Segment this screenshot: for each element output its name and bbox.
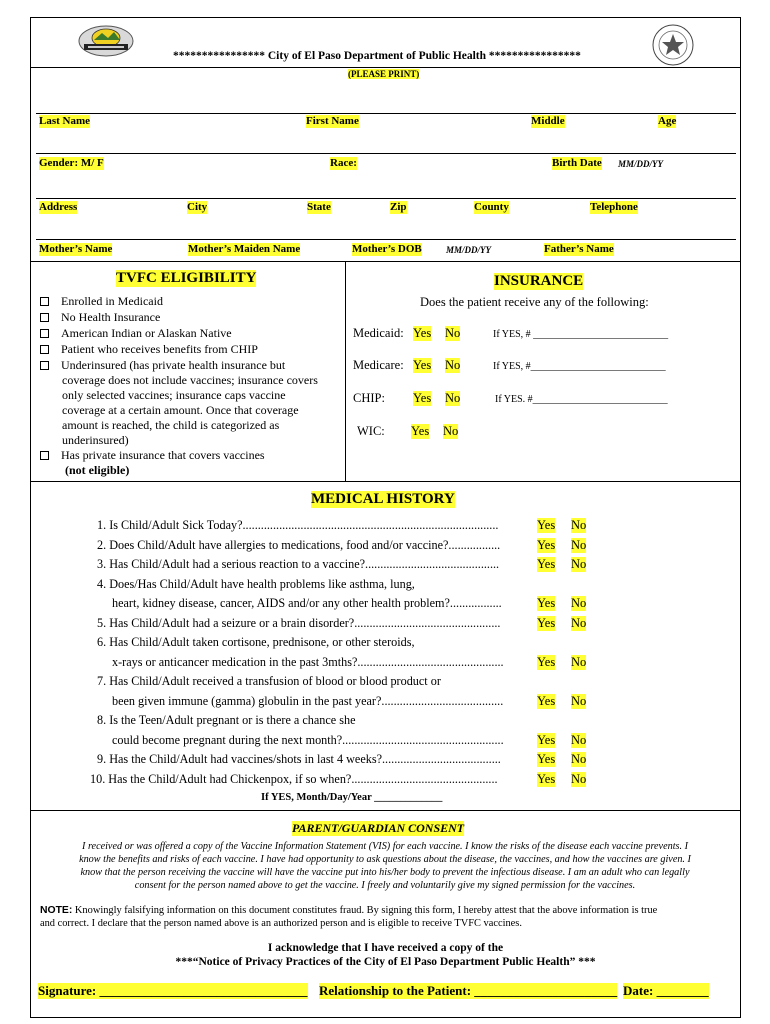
insurance-question: Does the patient receive any of the following: xyxy=(420,295,649,309)
race-field[interactable]: Race: xyxy=(330,157,357,169)
tvfc-eligibility-heading: TVFC ELIGIBILITY xyxy=(116,270,257,286)
question-5: 5. Has Child/Adult had a seizure or a brain disorder?................................................ xyxy=(97,616,501,630)
consent-text-line: know that the person receiving the vaccine will have the vaccine put into his/her body to prevent the infectious disease. I am an adult who can legally xyxy=(80,867,690,878)
column-divider xyxy=(345,261,346,481)
eligibility-text: underinsured) xyxy=(62,433,129,447)
checkbox[interactable] xyxy=(40,451,49,460)
checkbox[interactable] xyxy=(40,297,49,306)
relationship-field[interactable]: Relationship to the Patient: ______________________ xyxy=(319,983,618,998)
question-10-no[interactable]: No xyxy=(571,772,587,786)
health-department-logo xyxy=(78,24,134,58)
question-8-continued: could become pregnant during the next month?..................................................... xyxy=(112,733,504,747)
mothers-maiden-name-field[interactable]: Mother’s Maiden Name xyxy=(188,243,301,255)
question-1-no[interactable]: No xyxy=(571,518,587,532)
eligibility-text: amount is reached, the child is categorized as xyxy=(62,418,280,432)
signature-field[interactable]: Signature: ________________________________ xyxy=(38,983,308,998)
wic-yes[interactable]: Yes xyxy=(411,424,430,438)
city-field[interactable]: City xyxy=(187,201,208,213)
field-line xyxy=(36,198,736,199)
question-1-yes[interactable]: Yes xyxy=(537,518,556,532)
eligibility-text: coverage does not include vaccines; insurance covers xyxy=(62,373,318,387)
mothers-dob-format-hint: MM/DD/YY xyxy=(446,245,491,255)
birth-date-format-hint: MM/DD/YY xyxy=(618,159,663,169)
note-label: NOTE: xyxy=(40,905,73,916)
medicaid-yes[interactable]: Yes xyxy=(413,326,432,340)
question-6-continued: x-rays or anticancer medication in the past 3mths?................................................ xyxy=(112,655,504,669)
question-4: 4. Does/Has Child/Adult have health problems like asthma, lung, xyxy=(97,577,415,591)
wic-no[interactable]: No xyxy=(443,424,459,438)
insurance-heading: INSURANCE xyxy=(494,273,584,289)
medicaid-number-field[interactable]: If YES, # ___________________________ xyxy=(493,329,669,340)
middle-name-field[interactable]: Middle xyxy=(531,115,565,127)
chickenpox-date-field[interactable]: If YES, Month/Day/Year _____________ xyxy=(261,792,443,803)
medicare-yes[interactable]: Yes xyxy=(413,358,432,372)
question-3-no[interactable]: No xyxy=(571,557,587,571)
eligibility-option: Enrolled in Medicaid xyxy=(40,294,163,310)
address-field[interactable]: Address xyxy=(39,201,78,213)
question-9-yes[interactable]: Yes xyxy=(537,752,556,766)
question-7-continued: been given immune (gamma) globulin in the past year?........................................ xyxy=(112,694,504,708)
question-5-yes[interactable]: Yes xyxy=(537,616,556,630)
state-field[interactable]: State xyxy=(307,201,331,213)
question-6: 6. Has Child/Adult taken cortisone, prednisone, or other steroids, xyxy=(97,635,415,649)
age-field[interactable]: Age xyxy=(658,115,677,127)
consent-heading: PARENT/GUARDIAN CONSENT xyxy=(292,821,465,835)
medical-history-heading: MEDICAL HISTORY xyxy=(311,491,455,507)
fathers-name-field[interactable]: Father’s Name xyxy=(544,243,614,255)
checkbox[interactable] xyxy=(40,361,49,370)
question-8-no[interactable]: No xyxy=(571,733,587,747)
question-2: 2. Does Child/Adult have allergies to medications, food and/or vaccine?................. xyxy=(97,538,501,552)
privacy-ack-line: I acknowledge that I have received a copy of the xyxy=(267,942,504,954)
question-6-no[interactable]: No xyxy=(571,655,587,669)
eligibility-text: coverage at a certain amount. Once that coverage xyxy=(62,403,299,417)
mothers-dob-field[interactable]: Mother’s DOB xyxy=(352,243,422,255)
city-seal-icon xyxy=(651,23,695,67)
eligibility-option: American Indian or Alaskan Native xyxy=(40,326,232,342)
question-8: 8. Is the Teen/Adult pregnant or is there a chance she xyxy=(97,713,356,727)
form-title: **************** City of El Paso Department of Public Health **************** xyxy=(173,50,581,62)
medicare-no[interactable]: No xyxy=(445,358,461,372)
question-10: 10. Has the Child/Adult had Chickenpox, if so when?................................................ xyxy=(90,772,498,786)
question-8-yes[interactable]: Yes xyxy=(537,733,556,747)
fraud-note-continued: and correct. I declare that the person named above is an authorized person and is eligible to receive TVFC vaccines. xyxy=(40,918,522,929)
question-9-no[interactable]: No xyxy=(571,752,587,766)
checkbox[interactable] xyxy=(40,313,49,322)
not-eligible-note: (not eligible) xyxy=(65,463,130,477)
field-line xyxy=(36,239,736,240)
county-field[interactable]: County xyxy=(474,201,509,213)
last-name-field[interactable]: Last Name xyxy=(39,115,91,127)
eligibility-option: No Health Insurance xyxy=(40,310,160,326)
question-2-no[interactable]: No xyxy=(571,538,587,552)
question-4-continued: heart, kidney disease, cancer, AIDS and/or any other health problem?................. xyxy=(112,596,502,610)
please-print-note: (PLEASE PRINT) xyxy=(348,69,420,79)
field-line xyxy=(36,153,736,154)
consent-text-line: consent for the person named above to get the vaccine. I freely and voluntarily give my signed permission for the vaccines. xyxy=(134,880,636,891)
medicaid-no[interactable]: No xyxy=(445,326,461,340)
gender-field[interactable]: Gender: M/ F xyxy=(39,157,104,169)
consent-text-line: I received or was offered a copy of the Vaccine Information Statement (VIS) for each vaccine. I know the risks of the disease each vaccine prevents. I xyxy=(82,841,688,852)
eligibility-option: Has private insurance that covers vaccines xyxy=(40,448,265,464)
question-7-no[interactable]: No xyxy=(571,694,587,708)
note-text: Knowingly falsifying information on this document constitutes fraud. By signing this form, I hereby attest that the above information is true xyxy=(72,905,658,916)
eligibility-option: Patient who receives benefits from CHIP xyxy=(40,342,258,358)
header-divider xyxy=(30,67,741,68)
question-10-yes[interactable]: Yes xyxy=(537,772,556,786)
date-field[interactable]: Date: ________ xyxy=(623,983,709,998)
eligibility-text: only selected vaccines; insurance caps vaccine xyxy=(62,388,286,402)
question-2-yes[interactable]: Yes xyxy=(537,538,556,552)
medicare-number-field[interactable]: If YES, #___________________________ xyxy=(493,361,666,372)
checkbox[interactable] xyxy=(40,345,49,354)
wic-label: WIC: xyxy=(357,424,385,438)
eligibility-option: Underinsured (has private health insurance but xyxy=(40,358,285,374)
privacy-notice-title: ***“Notice of Privacy Practices of the City of El Paso Department Public Health” *** xyxy=(175,956,596,968)
question-4-yes[interactable]: Yes xyxy=(537,596,556,610)
zip-field[interactable]: Zip xyxy=(390,201,407,213)
question-3-yes[interactable]: Yes xyxy=(537,557,556,571)
section-divider xyxy=(30,481,741,482)
chip-label: CHIP: xyxy=(353,391,385,405)
first-name-field[interactable]: First Name xyxy=(306,115,359,127)
mothers-name-field[interactable]: Mother’s Name xyxy=(39,243,113,255)
question-7: 7. Has Child/Adult received a transfusion of blood or blood product or xyxy=(97,674,441,688)
consent-text-line: know the benefits and risks of each vaccine. I have had opportunity to ask questions about the disease, the vaccines, and how the vaccines are given. I xyxy=(79,854,691,865)
medicaid-label: Medicaid: xyxy=(353,326,404,340)
field-line xyxy=(36,113,736,114)
question-5-no[interactable]: No xyxy=(571,616,587,630)
checkbox[interactable] xyxy=(40,329,49,338)
question-4-no[interactable]: No xyxy=(571,596,587,610)
question-3: 3. Has Child/Adult had a serious reaction to a vaccine?............................................ xyxy=(97,557,500,571)
chip-yes[interactable]: Yes xyxy=(413,391,432,405)
medicare-label: Medicare: xyxy=(353,358,404,372)
question-6-yes[interactable]: Yes xyxy=(537,655,556,669)
question-1: 1. Is Child/Adult Sick Today?.................................................................................... xyxy=(97,518,499,532)
fraud-note xyxy=(40,904,730,917)
question-9: 9. Has the Child/Adult had vaccines/shots in last 4 weeks?....................................... xyxy=(97,752,501,766)
section-divider xyxy=(30,810,741,811)
telephone-field[interactable]: Telephone xyxy=(590,201,638,213)
question-7-yes[interactable]: Yes xyxy=(537,694,556,708)
chip-no[interactable]: No xyxy=(445,391,461,405)
chip-number-field[interactable]: If YES. #___________________________ xyxy=(495,394,668,405)
birth-date-field[interactable]: Birth Date xyxy=(552,157,602,169)
section-divider xyxy=(30,261,741,262)
